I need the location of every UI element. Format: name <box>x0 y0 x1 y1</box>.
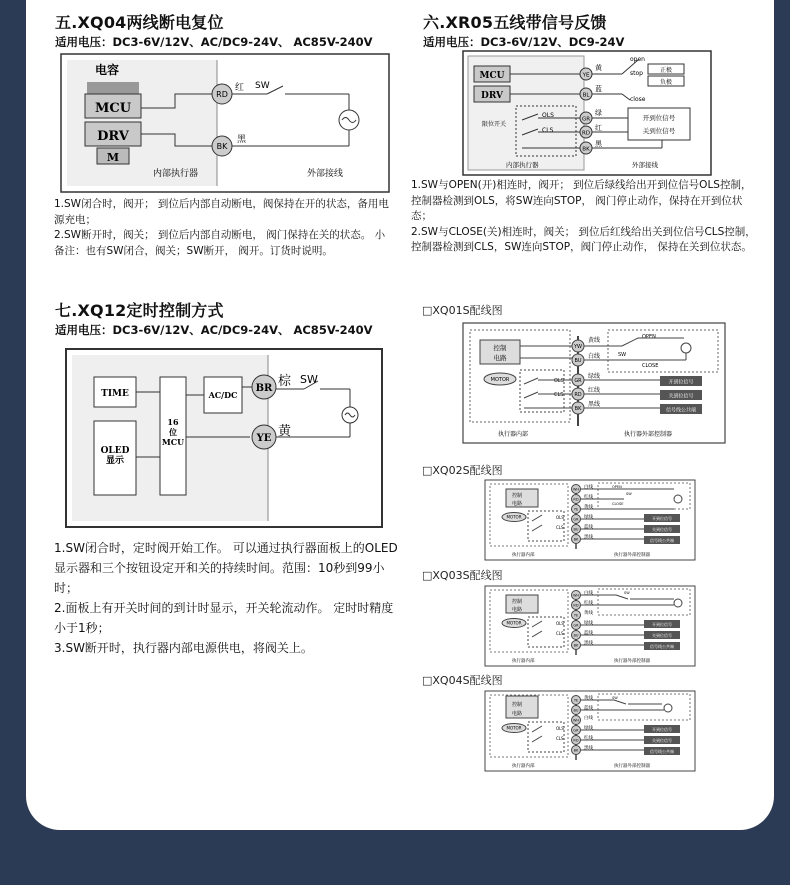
terminal-rd: RD <box>573 603 579 608</box>
terminal-rd: RD <box>216 90 228 99</box>
label-circuit: 电路 <box>512 607 523 613</box>
label-white-wire: 白线 <box>584 716 593 721</box>
label-green-wire: 绿线 <box>588 373 601 380</box>
label-close-signal: 关到位信号 <box>652 527 672 532</box>
terminal-gr: GR <box>573 623 579 628</box>
label-outer: 外部接线 <box>307 169 344 179</box>
label-close-signal: 关到位信号 <box>652 738 672 743</box>
terminal-rd: RD <box>573 738 579 743</box>
label-circuit: 电路 <box>493 354 507 362</box>
terminal-bu: BU <box>573 633 579 638</box>
wiring-caption-xq02s: □XQ02S配线图 <box>422 464 503 477</box>
label-motor: MOTOR <box>490 377 510 383</box>
terminal-gr: GR <box>581 116 591 123</box>
terminal-ye: YE <box>582 72 590 79</box>
label-yellow-wire: 黄线 <box>584 696 593 701</box>
label-yellow-wire: 黄线 <box>584 611 593 616</box>
label-red: 红 <box>235 83 245 93</box>
voltage-line: 适用电压：DC3-6V/12V、AC/DC9-24V、 AC85V-240V <box>55 35 373 49</box>
desc-line: 1.SW闭合时，阀开； 到位后内部自动断电，阀保持在开的状态，备用电源充电； <box>54 198 389 226</box>
label-motor: MOTOR <box>506 620 522 626</box>
terminal-rd: RD <box>574 392 582 398</box>
label-oled: OLED 显示 <box>100 446 130 466</box>
label-blue-wire: 蓝线 <box>584 525 593 530</box>
terminal-ye: YE <box>573 507 579 512</box>
label-signal-common: 信号线公共端 <box>665 407 697 414</box>
label-close: CLOSE <box>612 502 624 506</box>
label-cls: CLS <box>556 525 564 530</box>
terminal-ye: YE <box>256 433 272 444</box>
label-outer: 执行器外部控制器 <box>614 764 650 769</box>
label-mcu: MCU <box>479 71 505 81</box>
label-blue-wire: 蓝线 <box>584 631 593 636</box>
label-positive: 正极 <box>659 67 673 74</box>
label-motor: MOTOR <box>506 514 522 520</box>
terminal-bl: BL <box>582 92 590 99</box>
xq12-wiring-diagram <box>64 347 384 529</box>
desc-line: 2.SW断开时，阀关； 到位后内部自动断电， 阀门保持在关的状态。 小 备注：也有SW闭合，阀关；SW断开， 阀开。订货时说明。 <box>54 229 386 257</box>
label-close-signal: 关到位信号 <box>652 633 672 638</box>
terminal-rd: RD <box>573 497 579 502</box>
label-black: 黑 <box>595 140 602 148</box>
label-circuit: 电路 <box>512 501 523 507</box>
section-xq04 <box>55 10 397 50</box>
desc-line: 1.SW闭合时，定时阀开始工作。 可以通过执行器面板上的OLED显示器和三个按钮设定开和关的持续时间。范围：10秒到99小时； <box>54 541 398 595</box>
section-xq12 <box>55 298 397 338</box>
label-drv: DRV <box>97 129 129 144</box>
label-sw: SW <box>612 696 618 700</box>
label-close-signal: 关到位信号 <box>642 127 676 135</box>
label-ols: OLS <box>556 726 564 731</box>
label-close: close <box>630 96 646 103</box>
terminal-yw: YW <box>574 344 582 350</box>
wiring-caption-xq01s: □XQ01S配线图 <box>422 304 503 317</box>
label-drv: DRV <box>481 91 503 101</box>
voltage-line: 适用电压：DC3-6V/12V、AC/DC9-24V、 AC85V-240V <box>55 323 373 337</box>
label-signal-common: 信号线公共端 <box>650 644 674 649</box>
label-outer: 执行器外部控制器 <box>624 431 673 438</box>
section-xr05 <box>423 10 763 50</box>
label-control: 控制 <box>512 702 523 708</box>
label-sw: SW <box>618 352 627 358</box>
xq04s-wiring-diagram <box>484 690 696 772</box>
terminal-bk: BK <box>574 406 582 412</box>
label-black-wire: 黑线 <box>584 641 593 646</box>
label-outer: 执行器外部控制器 <box>614 659 650 664</box>
label-brown: 棕 <box>278 374 292 389</box>
label-black-wire: 黑线 <box>584 535 593 540</box>
wiring-caption-xq04s: □XQ04S配线图 <box>422 674 503 687</box>
label-black: 黑 <box>237 135 247 145</box>
label-cls: CLS <box>556 631 564 636</box>
label-yellow-wire: 黄线 <box>584 505 593 510</box>
label-close: CLOSE <box>642 363 659 369</box>
label-open-signal: 开到位信号 <box>668 379 694 386</box>
label-limit-switch: 限位开关 <box>482 121 507 128</box>
wiring-caption-xq03s: □XQ03S配线图 <box>422 569 503 582</box>
label-open-signal: 开到位信号 <box>652 727 672 732</box>
label-ols: OLS <box>556 515 564 520</box>
terminal-bk: BK <box>573 537 579 542</box>
terminal-wh: WH <box>572 718 580 723</box>
label-close-signal: 关到位信号 <box>668 393 694 400</box>
label-red-wire: 红线 <box>584 601 593 606</box>
terminal-bk: BK <box>573 643 579 648</box>
xr05-wiring-diagram <box>462 50 712 176</box>
desc-line: 3.SW断开时，执行器内部电源供电，将阀关上。 <box>54 641 313 655</box>
terminal-gr: GR <box>573 517 579 522</box>
label-sw: SW <box>300 373 318 386</box>
desc-line: 1.SW与OPEN(开)相连时，阀开； 到位后绿线给出开到位信号OLS控制，控制器检测到OLS，将SW连向STOP， 阀门停止动作，保持在开到位状态； <box>411 179 752 222</box>
section-title: 六.XR05五线带信号反馈 <box>423 13 607 32</box>
label-blue: 蓝 <box>595 85 602 93</box>
label-ols: OLS <box>556 621 564 626</box>
label-control: 控制 <box>493 344 507 352</box>
xq04-wiring-diagram <box>57 52 393 194</box>
terminal-wh: WH <box>572 593 580 598</box>
label-outer: 外部接线 <box>632 161 658 169</box>
label-mcu: MCU <box>94 101 132 116</box>
label-green-wire: 绿线 <box>584 726 593 731</box>
label-green: 绿 <box>595 109 602 117</box>
xq03s-wiring-diagram <box>484 585 696 667</box>
label-cls: CLS <box>556 736 564 741</box>
label-mcu16: 16 位 MCU <box>161 417 185 447</box>
section-title: 五.XQ04两线断电复位 <box>55 13 224 32</box>
label-signal-common: 信号线公共端 <box>650 749 674 754</box>
label-green-wire: 绿线 <box>584 621 593 626</box>
label-red-wire: 红线 <box>584 736 593 741</box>
label-sw: SW <box>624 591 630 595</box>
label-inner: 执行器内部 <box>498 431 529 438</box>
xr05-description <box>411 178 757 256</box>
label-inner: 执行器内部 <box>512 553 535 558</box>
label-acdc: AC/DC <box>208 390 238 400</box>
terminal-bu: BU <box>573 708 579 713</box>
label-negative: 负极 <box>659 79 673 86</box>
label-open: OPEN <box>642 334 656 340</box>
label-inner: 执行器内部 <box>512 659 535 664</box>
label-time: TIME <box>101 389 129 399</box>
label-open-signal: 开到位信号 <box>642 114 676 122</box>
label-yellow: 黄 <box>278 424 292 439</box>
label-motor: MOTOR <box>506 725 522 731</box>
label-cls: CLS <box>542 127 554 134</box>
label-open: OPEN <box>612 485 622 489</box>
voltage-line: 适用电压：DC3-6V/12V、DC9-24V <box>423 35 625 49</box>
terminal-gr: GR <box>574 378 582 384</box>
terminal-br: BR <box>255 383 273 394</box>
label-signal-common: 信号线公共端 <box>650 538 674 543</box>
terminal-ye: YE <box>573 698 579 703</box>
desc-line: 2.面板上有开关时间的到计时显示，开关轮流动作。 定时时精度小于1秒； <box>54 601 394 635</box>
label-motor: M <box>106 151 120 164</box>
label-black-wire: 黑线 <box>588 401 601 408</box>
label-red: 红 <box>595 124 602 132</box>
label-control: 控制 <box>512 493 523 499</box>
terminal-ye: YE <box>573 613 579 618</box>
label-red-wire: 红线 <box>588 387 601 394</box>
terminal-bk: BK <box>216 142 228 151</box>
xq04-description <box>54 197 396 259</box>
label-white-wire: 白线 <box>588 353 601 360</box>
label-white-wire: 白线 <box>584 485 593 490</box>
label-inner: 内部执行器 <box>153 169 199 179</box>
xq01s-wiring-diagram <box>462 322 726 444</box>
label-control: 控制 <box>512 599 523 605</box>
label-open: open <box>630 56 645 63</box>
label-sw: SW <box>255 81 270 91</box>
terminal-bk: BK <box>582 146 590 153</box>
label-black-wire: 黑线 <box>584 746 593 751</box>
label-ols: OLS <box>554 378 564 384</box>
label-capacitor: 电容 <box>95 63 120 77</box>
xq12-description <box>54 538 398 658</box>
label-yellow: 黄 <box>595 64 602 72</box>
desc-line: 2.SW与CLOSE(关)相连时，阀关； 到位后红线给出关到位信号CLS控制，控制器检测到CLS，SW连向STOP，阀门停止动作， 保持在关到位状态。 <box>411 225 756 253</box>
terminal-bk: BK <box>573 748 579 753</box>
terminal-rd: RD <box>581 130 591 137</box>
label-outer: 执行器外部控制器 <box>614 553 650 558</box>
label-sw: SW <box>626 492 632 496</box>
label-white-wire: 白线 <box>584 591 593 596</box>
label-yellow-wire: 黄线 <box>588 337 601 344</box>
label-open-signal: 开到位信号 <box>652 622 672 627</box>
label-inner: 内部执行器 <box>506 161 539 169</box>
label-ols: OLS <box>542 112 554 119</box>
label-circuit: 电路 <box>512 711 523 717</box>
label-blue-wire: 蓝线 <box>584 706 593 711</box>
terminal-bu: BU <box>573 527 579 532</box>
terminal-bu: BU <box>574 358 582 364</box>
label-open-signal: 开到位信号 <box>652 516 672 521</box>
label-stop: stop <box>630 70 643 77</box>
section-title: 七.XQ12定时控制方式 <box>55 301 224 320</box>
label-red-wire: 红线 <box>584 495 593 500</box>
label-green-wire: 绿线 <box>584 515 593 520</box>
label-inner: 执行器内部 <box>512 764 535 769</box>
xq02s-wiring-diagram <box>484 479 696 561</box>
terminal-gr: GR <box>573 728 579 733</box>
terminal-wh: WH <box>572 487 580 492</box>
label-cls: CLS <box>554 392 564 398</box>
